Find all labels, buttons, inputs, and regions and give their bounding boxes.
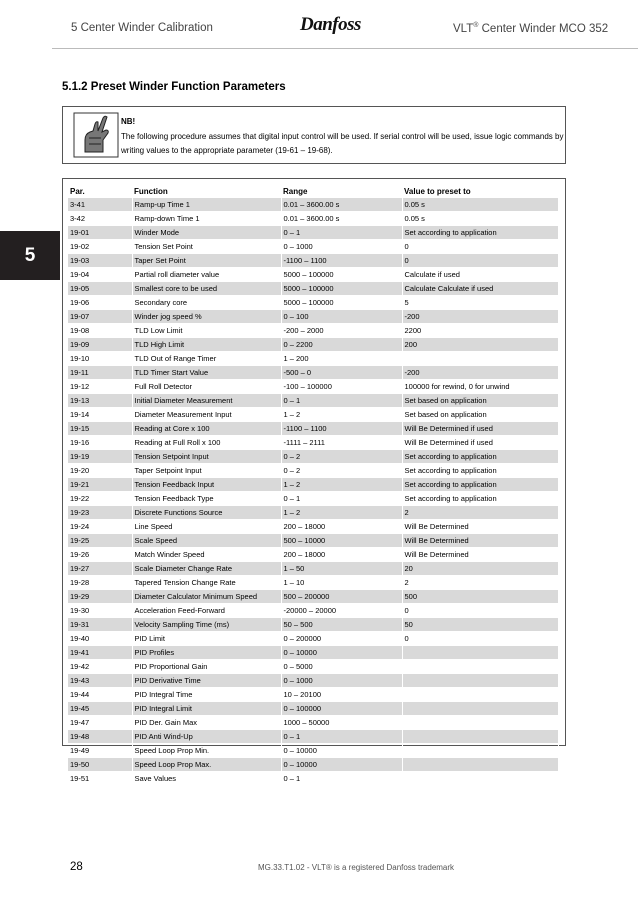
table-row (68, 576, 558, 590)
table-row (68, 702, 558, 716)
cell-value: 2 (402, 576, 558, 590)
cell-function: Ramp-down Time 1 (132, 212, 281, 226)
table-row (68, 534, 558, 548)
cell-range: 0.01 – 3600.00 s (281, 212, 402, 226)
cell-par: 19-22 (68, 492, 132, 506)
cell-function: PID Proportional Gain (132, 660, 281, 674)
cell-par: 19-26 (68, 548, 132, 562)
col-header-range: Range (283, 186, 308, 196)
table-row (68, 562, 558, 576)
cell-par: 19-05 (68, 282, 132, 296)
cell-range: 0 – 1 (281, 730, 402, 744)
cell-par: 19-07 (68, 310, 132, 324)
cell-function: PID Anti Wind-Up (132, 730, 281, 744)
table-row (68, 660, 558, 674)
cell-function: Partial roll diameter value (132, 268, 281, 282)
cell-range: 0 – 1000 (281, 674, 402, 688)
cell-function: PID Der. Gain Max (132, 716, 281, 730)
cell-par: 19-45 (68, 702, 132, 716)
cell-function: Secondary core (132, 296, 281, 310)
cell-range: 5000 – 100000 (281, 268, 402, 282)
header-right-title: VLT® Center Winder MCO 352 (453, 22, 609, 35)
cell-function: Reading at Full Roll x 100 (132, 436, 281, 450)
table-row (68, 366, 558, 380)
cell-par: 19-25 (68, 534, 132, 548)
cell-range: 0 – 200000 (281, 632, 402, 646)
cell-range: 0 – 10000 (281, 758, 402, 772)
table-row (68, 548, 558, 562)
cell-function: Velocity Sampling Time (ms) (132, 618, 281, 632)
cell-function: TLD Timer Start Value (132, 366, 281, 380)
parameter-table-frame (62, 178, 566, 783)
cell-par: 19-42 (68, 660, 132, 674)
header-left-title: 5 Center Winder Calibration (71, 22, 213, 34)
writing-hand-icon (73, 112, 119, 158)
cell-range: 0.01 – 3600.00 s (281, 198, 402, 212)
cell-range: 0 – 2200 (281, 338, 402, 352)
table-row (68, 758, 558, 772)
cell-value: Will Be Determined (402, 520, 558, 534)
cell-value: Set according to application (402, 492, 558, 506)
cell-par: 19-16 (68, 436, 132, 450)
cell-function: TLD High Limit (132, 338, 281, 352)
cell-value: 5 (402, 296, 558, 310)
cell-value (402, 646, 558, 660)
table-row (68, 464, 558, 478)
cell-range: 500 – 10000 (281, 534, 402, 548)
cell-range: 0 – 1000 (281, 240, 402, 254)
cell-value: Will Be Determined (402, 534, 558, 548)
cell-par: 19-14 (68, 408, 132, 422)
cell-function: Winder jog speed % (132, 310, 281, 324)
note-text: The following procedure assumes that digital input control will be used. If serial control will be used, issue logic commands by writing values to the appropriate parameter (19-61 – 19-68). (121, 132, 564, 155)
cell-par: 19-20 (68, 464, 132, 478)
cell-value: Will Be Determined (402, 548, 558, 562)
cell-value: Set based on application (402, 408, 558, 422)
cell-function: Diameter Measurement Input (132, 408, 281, 422)
cell-function: Discrete Functions Source (132, 506, 281, 520)
table-row (68, 450, 558, 464)
table-row (68, 254, 558, 268)
cell-par: 19-04 (68, 268, 132, 282)
cell-function: Initial Diameter Measurement (132, 394, 281, 408)
table-row (68, 632, 558, 646)
cell-range: 50 – 500 (281, 618, 402, 632)
cell-value: Set according to application (402, 450, 558, 464)
cell-value: 0 (402, 632, 558, 646)
cell-par: 19-28 (68, 576, 132, 590)
table-row (68, 590, 558, 604)
parameter-table (68, 184, 559, 786)
cell-par: 19-50 (68, 758, 132, 772)
table-row (68, 338, 558, 352)
cell-par: 19-15 (68, 422, 132, 436)
cell-range: 0 – 1 (281, 492, 402, 506)
col-header-function: Function (134, 186, 168, 196)
cell-par: 19-01 (68, 226, 132, 240)
cell-value: 0.05 s (402, 198, 558, 212)
cell-range: 0 – 100000 (281, 702, 402, 716)
cell-function: Tension Set Point (132, 240, 281, 254)
cell-par: 19-24 (68, 520, 132, 534)
cell-function: PID Limit (132, 632, 281, 646)
table-row (68, 240, 558, 254)
cell-range: 1 – 50 (281, 562, 402, 576)
cell-par: 19-12 (68, 380, 132, 394)
cell-par: 19-43 (68, 674, 132, 688)
cell-value (402, 702, 558, 716)
cell-range: -100 – 100000 (281, 380, 402, 394)
cell-value (402, 744, 558, 758)
col-header-value: Value to preset to (404, 186, 471, 196)
cell-value: 50 (402, 618, 558, 632)
cell-function: Scale Speed (132, 534, 281, 548)
cell-par: 19-51 (68, 772, 132, 786)
cell-value: -200 (402, 366, 558, 380)
cell-range: 1000 – 50000 (281, 716, 402, 730)
cell-par: 19-10 (68, 352, 132, 366)
table-row (68, 604, 558, 618)
cell-function: Taper Setpoint Input (132, 464, 281, 478)
table-row (68, 688, 558, 702)
cell-value: Set according to application (402, 464, 558, 478)
cell-value (402, 772, 558, 786)
table-row (68, 646, 558, 660)
col-header-par: Par. (70, 186, 85, 196)
cell-function: TLD Low Limit (132, 324, 281, 338)
cell-value: 200 (402, 338, 558, 352)
cell-value: 0.05 s (402, 212, 558, 226)
cell-value: Set according to application (402, 478, 558, 492)
cell-par: 19-30 (68, 604, 132, 618)
cell-par: 19-44 (68, 688, 132, 702)
cell-function: Tension Feedback Input (132, 478, 281, 492)
cell-range: 0 – 10000 (281, 744, 402, 758)
table-row (68, 506, 558, 520)
cell-range: 5000 – 100000 (281, 296, 402, 310)
cell-value: 0 (402, 254, 558, 268)
header-divider (52, 48, 638, 49)
cell-range: -1100 – 1100 (281, 254, 402, 268)
cell-function: PID Integral Time (132, 688, 281, 702)
table-row (68, 744, 558, 758)
cell-par: 19-02 (68, 240, 132, 254)
cell-range: -500 – 0 (281, 366, 402, 380)
danfoss-logo: Danfoss (300, 14, 361, 35)
cell-function: Acceleration Feed-Forward (132, 604, 281, 618)
cell-range: 1 – 2 (281, 408, 402, 422)
cell-par: 3-42 (68, 212, 132, 226)
cell-value (402, 674, 558, 688)
table-row (68, 520, 558, 534)
cell-par: 19-29 (68, 590, 132, 604)
table-row (68, 226, 558, 240)
cell-function: Smallest core to be used (132, 282, 281, 296)
cell-range: -200 – 2000 (281, 324, 402, 338)
cell-par: 19-49 (68, 744, 132, 758)
cell-range: 0 – 5000 (281, 660, 402, 674)
cell-range: 0 – 2 (281, 464, 402, 478)
table-row (68, 408, 558, 422)
cell-value: 2 (402, 506, 558, 520)
cell-par: 19-27 (68, 562, 132, 576)
cell-function: Save Values (132, 772, 281, 786)
cell-range: 1 – 2 (281, 506, 402, 520)
cell-range: 0 – 100 (281, 310, 402, 324)
cell-par: 19-13 (68, 394, 132, 408)
table-row (68, 716, 558, 730)
cell-function: PID Profiles (132, 646, 281, 660)
table-row (68, 492, 558, 506)
cell-value (402, 660, 558, 674)
cell-function: Speed Loop Prop Max. (132, 758, 281, 772)
cell-function: Match Winder Speed (132, 548, 281, 562)
table-row (68, 618, 558, 632)
cell-value: Set according to application (402, 226, 558, 240)
cell-value: 20 (402, 562, 558, 576)
cell-function: Scale Diameter Change Rate (132, 562, 281, 576)
page-number: 28 (70, 861, 83, 873)
cell-function: Reading at Core x 100 (132, 422, 281, 436)
cell-value: Will Be Determined if used (402, 422, 558, 436)
cell-value: 500 (402, 590, 558, 604)
cell-par: 19-40 (68, 632, 132, 646)
cell-function: Speed Loop Prop Min. (132, 744, 281, 758)
cell-range: 200 – 18000 (281, 520, 402, 534)
cell-range: -20000 – 20000 (281, 604, 402, 618)
cell-value: Calculate if used (402, 268, 558, 282)
section-title: 5.1.2 Preset Winder Function Parameters (62, 81, 286, 93)
cell-par: 19-31 (68, 618, 132, 632)
cell-par: 3-41 (68, 198, 132, 212)
cell-value: Set based on application (402, 394, 558, 408)
note-box (62, 106, 566, 164)
cell-range: 0 – 1 (281, 772, 402, 786)
table-row (68, 198, 558, 212)
cell-range: 10 – 20100 (281, 688, 402, 702)
cell-range: 5000 – 100000 (281, 282, 402, 296)
cell-range: 1 – 10 (281, 576, 402, 590)
table-row (68, 352, 558, 366)
cell-range: 0 – 2 (281, 450, 402, 464)
cell-function: PID Integral Limit (132, 702, 281, 716)
cell-function: Tension Feedback Type (132, 492, 281, 506)
cell-par: 19-19 (68, 450, 132, 464)
cell-function: Tension Setpoint Input (132, 450, 281, 464)
cell-range: 1 – 2 (281, 478, 402, 492)
cell-function: Winder Mode (132, 226, 281, 240)
table-row (68, 674, 558, 688)
cell-range: -1111 – 2111 (281, 436, 402, 450)
cell-range: 500 – 200000 (281, 590, 402, 604)
cell-range: 200 – 18000 (281, 548, 402, 562)
cell-par: 19-23 (68, 506, 132, 520)
cell-par: 19-03 (68, 254, 132, 268)
cell-value: 0 (402, 240, 558, 254)
cell-par: 19-41 (68, 646, 132, 660)
table-row (68, 310, 558, 324)
table-row (68, 772, 558, 786)
cell-range: 0 – 10000 (281, 646, 402, 660)
table-row (68, 730, 558, 744)
cell-range: -1100 – 1100 (281, 422, 402, 436)
cell-value (402, 352, 558, 366)
cell-function: Diameter Calculator Minimum Speed (132, 590, 281, 604)
table-row (68, 436, 558, 450)
cell-range: 1 – 200 (281, 352, 402, 366)
cell-par: 19-06 (68, 296, 132, 310)
footer-trademark: MG.33.T1.02 - VLT® is a registered Danfoss trademark (258, 863, 455, 872)
chapter-tab: 5 (0, 231, 60, 280)
table-row (68, 296, 558, 310)
cell-par: 19-08 (68, 324, 132, 338)
cell-range: 0 – 1 (281, 226, 402, 240)
cell-function: Taper Set Point (132, 254, 281, 268)
table-row (68, 268, 558, 282)
cell-value: Will Be Determined if used (402, 436, 558, 450)
cell-function: Ramp-up Time 1 (132, 198, 281, 212)
cell-function: Full Roll Detector (132, 380, 281, 394)
cell-par: 19-09 (68, 338, 132, 352)
table-header-row (68, 184, 558, 198)
table-row (68, 422, 558, 436)
cell-value: 2200 (402, 324, 558, 338)
cell-value (402, 758, 558, 772)
cell-value (402, 688, 558, 702)
cell-par: 19-11 (68, 366, 132, 380)
note-title: NB! (121, 117, 136, 126)
cell-par: 19-21 (68, 478, 132, 492)
cell-par: 19-48 (68, 730, 132, 744)
table-row (68, 282, 558, 296)
cell-function: TLD Out of Range Timer (132, 352, 281, 366)
table-row (68, 478, 558, 492)
cell-value: -200 (402, 310, 558, 324)
cell-function: Line Speed (132, 520, 281, 534)
cell-function: Tapered Tension Change Rate (132, 576, 281, 590)
cell-value: 0 (402, 604, 558, 618)
cell-value: Calculate Calculate if used (402, 282, 558, 296)
cell-value: 100000 for rewind, 0 for unwind (402, 380, 558, 394)
cell-value (402, 730, 558, 744)
cell-function: PID Derivative Time (132, 674, 281, 688)
cell-par: 19-47 (68, 716, 132, 730)
table-row (68, 324, 558, 338)
cell-value (402, 716, 558, 730)
table-row (68, 394, 558, 408)
table-row (68, 212, 558, 226)
cell-range: 0 – 1 (281, 394, 402, 408)
table-row (68, 380, 558, 394)
